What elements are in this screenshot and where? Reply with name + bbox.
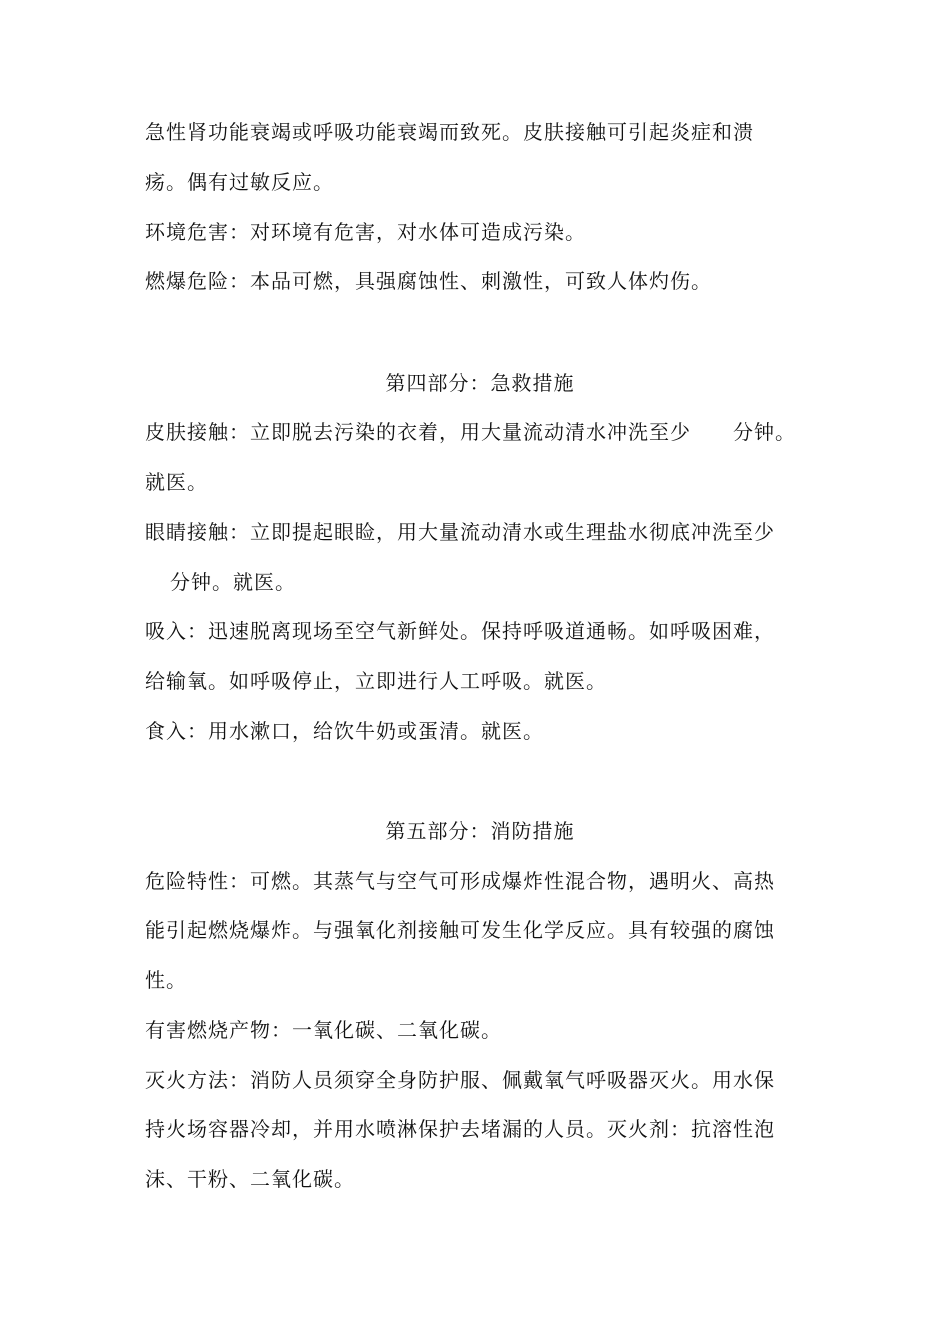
eye-contact-line-1: 眼睛接触：立即提起眼睑，用大量流动清水或生理盐水彻底冲洗至少 [145, 520, 775, 544]
extinguishing-method-line-3: 沫、干粉、二氧化碳。 [145, 1167, 355, 1191]
environment-hazard-line: 环境危害：对环境有危害，对水体可造成污染。 [145, 220, 586, 244]
inhalation-line-1: 吸入：迅速脱离现场至空气新鲜处。保持呼吸道通畅。如呼吸困难， [145, 619, 775, 643]
extinguishing-method-line-2: 持火场容器冷却，并用水喷淋保护去堵漏的人员。灭火剂：抗溶性泡 [145, 1117, 775, 1141]
hazard-characteristics-line-3: 性。 [145, 968, 187, 992]
eye-contact-line-2: 分钟。就医。 [170, 570, 296, 594]
skin-contact-line-2: 就医。 [145, 470, 208, 494]
health-hazard-line-1: 急性肾功能衰竭或呼吸功能衰竭而致死。皮肤接触可引起炎症和溃 [145, 120, 754, 144]
hazard-characteristics-line-1: 危险特性：可燃。其蒸气与空气可形成爆炸性混合物，遇明火、高热 [145, 869, 775, 893]
inhalation-line-2: 给输氧。如呼吸停止，立即进行人工呼吸。就医。 [145, 669, 607, 693]
health-hazard-line-2: 疡。偶有过敏反应。 [145, 170, 334, 194]
ingestion-line: 食入：用水漱口，给饮牛奶或蛋清。就医。 [145, 719, 544, 743]
section-4-heading: 第四部分：急救措施 [385, 371, 575, 395]
fire-explosion-hazard-line: 燃爆危险：本品可燃，具强腐蚀性、刺激性，可致人体灼伤。 [145, 269, 712, 293]
skin-contact-line-1: 皮肤接触：立即脱去污染的衣着，用大量流动清水冲洗至少 分钟。 [145, 420, 796, 444]
combustion-products-line: 有害燃烧产物：一氧化碳、二氧化碳。 [145, 1018, 502, 1042]
section-5-heading: 第五部分：消防措施 [385, 819, 575, 843]
hazard-characteristics-line-2: 能引起燃烧爆炸。与强氧化剂接触可发生化学反应。具有较强的腐蚀 [145, 918, 775, 942]
extinguishing-method-line-1: 灭火方法：消防人员须穿全身防护服、佩戴氧气呼吸器灭火。用水保 [145, 1068, 775, 1092]
